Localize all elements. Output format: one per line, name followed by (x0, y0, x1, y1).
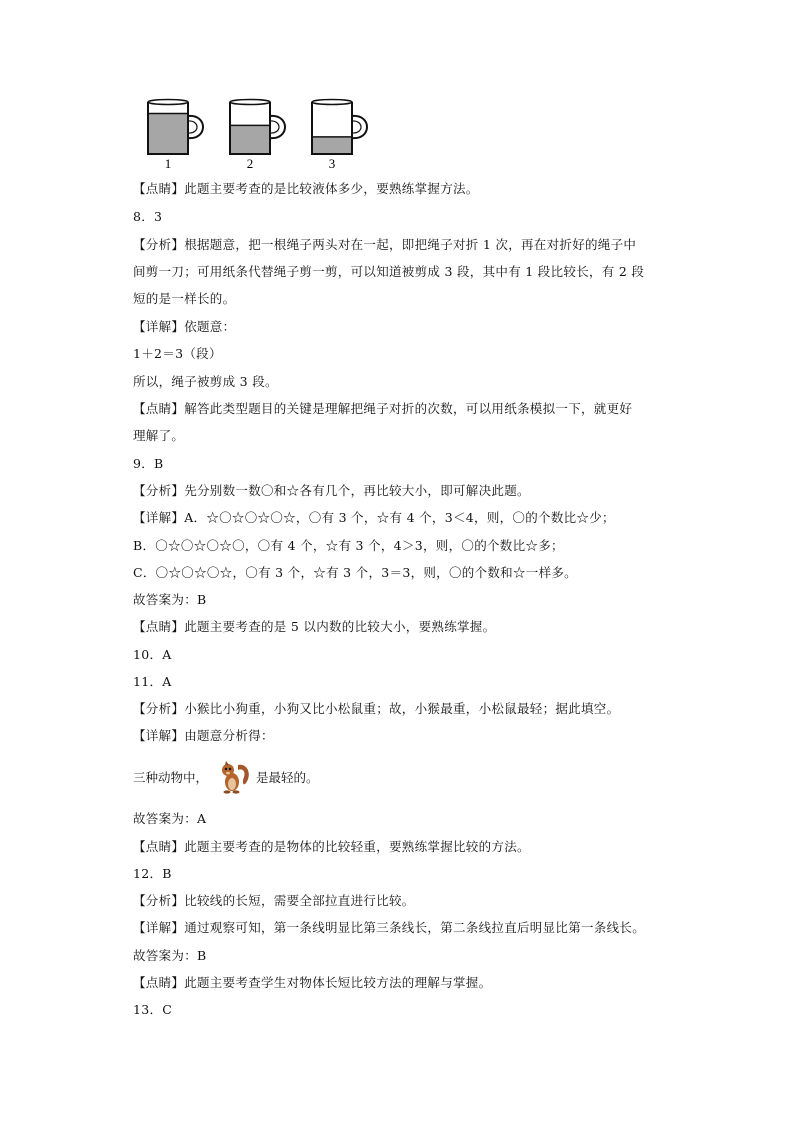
point-note-12: 【点睛】此题主要考查学生对物体长短比较方法的理解与掌握。 (133, 975, 492, 990)
detail-9-option-a: 【详解】A．☆〇☆〇☆〇☆，〇有 3 个，☆有 4 个，3＜4，则，〇的个数比☆少； (133, 510, 615, 525)
analysis-11: 【分析】小猴比小狗重，小狗又比小松鼠重；故，小猴最重，小松鼠最轻；据此填空。 (133, 701, 620, 716)
detail-11-suffix: 是最轻的。 (256, 770, 319, 785)
detail-11-heading: 【详解】由题意分析得： (133, 728, 274, 743)
question-9-answer: 9．B (133, 456, 164, 471)
question-13-answer: 13．C (133, 1002, 173, 1017)
analysis-9: 【分析】先分别数一数〇和☆各有几个，再比较大小，即可解决此题。 (133, 483, 530, 498)
cup-3 (312, 100, 367, 172)
detail-9-option-b: B．〇☆〇☆〇☆〇，〇有 4 个，☆有 3 个，4＞3，则，〇的个数比☆多； (133, 538, 564, 553)
point-note-11: 【点睛】此题主要考查的是物体的比较轻重，要熟练掌握比较的方法。 (133, 839, 530, 854)
point-note-7: 【点睛】此题主要考查的是比较液体多少，要熟练掌握方法。 (133, 181, 479, 196)
question-11-answer: 11．A (133, 674, 172, 689)
point-note-8-line-2: 理解了。 (133, 428, 185, 443)
detail-8-heading: 【详解】依题意： (133, 319, 236, 334)
answer-12: 故答案为：B (133, 948, 207, 963)
detail-12: 【详解】通过观察可知，第一条线明显比第三条线长，第二条线拉直后明显比第一条线长。 (133, 920, 646, 935)
detail-8-equation: 1＋2＝3（段） (133, 346, 222, 361)
analysis-8-line-2: 间剪一刀；可用纸条代替绳子剪一剪，可以知道被剪成 3 段，其中有 1 段比较长，有 2 段 (133, 264, 645, 279)
detail-11-prefix: 三种动物中， (133, 770, 209, 785)
question-10-answer: 10．A (133, 647, 172, 662)
analysis-12: 【分析】比较线的长短，需要全部拉直进行比较。 (133, 893, 415, 908)
analysis-8-line-1: 【分析】根据题意，把一根绳子两头对在一起，即把绳子对折 1 次，再在对折好的绳子中 (133, 237, 637, 252)
point-note-9: 【点睛】此题主要考查的是 5 以内数的比较大小，要熟练掌握。 (133, 619, 496, 634)
cup-label: 1 (164, 156, 172, 171)
cups-drawing (138, 96, 378, 176)
point-note-8-line-1: 【点睛】解答此类型题目的关键是理解把绳子对折的次数，可以用纸条模拟一下，就更好 (133, 401, 633, 416)
detail-11-sentence (133, 757, 319, 797)
question-8-answer: 8．3 (133, 209, 163, 224)
question-12-answer: 12．B (133, 866, 172, 881)
cup-1 (148, 100, 203, 172)
analysis-8-line-3: 短的是一样长的。 (133, 291, 236, 306)
cup-2 (230, 100, 285, 172)
cup-liquid (313, 137, 351, 154)
answer-9: 故答案为：B (133, 592, 207, 607)
cup-liquid (149, 113, 187, 154)
squirrel-icon (212, 757, 252, 797)
cups-figure (138, 96, 378, 176)
cup-liquid (231, 125, 269, 154)
detail-8-conclusion: 所以，绳子被剪成 3 段。 (133, 374, 278, 389)
answer-11: 故答案为：A (133, 811, 207, 826)
detail-9-option-c: C．〇☆〇☆〇☆，〇有 3 个，☆有 3 个，3＝3，则，〇的个数和☆一样多。 (133, 565, 577, 580)
cup-label: 2 (246, 156, 254, 171)
cup-label: 3 (328, 156, 336, 171)
